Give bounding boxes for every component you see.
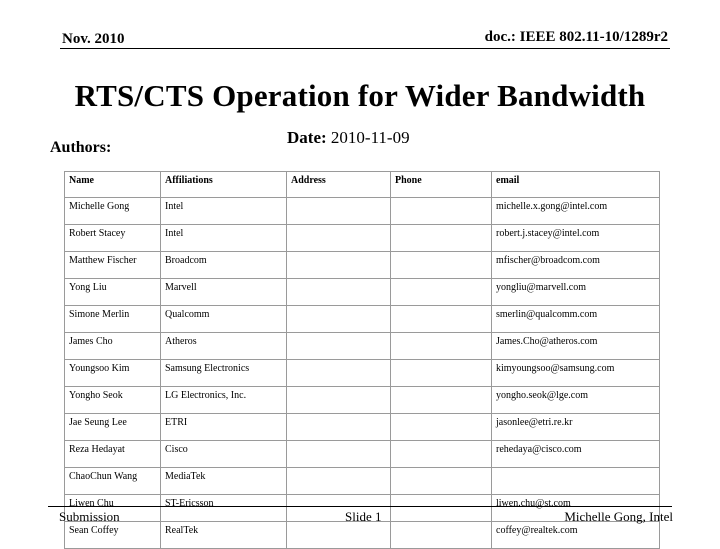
authors-table (64, 171, 660, 549)
table-row (65, 387, 660, 414)
cell-name: James Cho (65, 333, 161, 360)
cell-affiliation: LG Electronics, Inc. (161, 387, 287, 414)
table-row (65, 225, 660, 252)
date-line (287, 128, 410, 148)
footer-divider (48, 506, 672, 507)
cell-address (287, 360, 391, 387)
cell-name: Robert Stacey (65, 225, 161, 252)
table-row (65, 360, 660, 387)
cell-name: Sean Coffey (65, 522, 161, 549)
cell-phone (391, 279, 492, 306)
cell-name: Simone Merlin (65, 306, 161, 333)
table-header-row (65, 172, 660, 198)
cell-affiliation: Intel (161, 225, 287, 252)
cell-address (287, 441, 391, 468)
cell-email: James.Cho@atheros.com (492, 333, 660, 360)
cell-affiliation: Intel (161, 198, 287, 225)
cell-affiliation: Marvell (161, 279, 287, 306)
cell-address (287, 306, 391, 333)
cell-affiliation: MediaTek (161, 468, 287, 495)
column-header-affiliations: Affiliations (161, 172, 287, 198)
cell-phone (391, 495, 492, 522)
table-row (65, 522, 660, 549)
cell-phone (391, 522, 492, 549)
date-value: 2010-11-09 (330, 128, 410, 147)
cell-address (287, 225, 391, 252)
cell-address (287, 279, 391, 306)
table-row (65, 279, 660, 306)
cell-email: smerlin@qualcomm.com (492, 306, 660, 333)
cell-affiliation: Atheros (161, 333, 287, 360)
column-header-phone: Phone (391, 172, 492, 198)
header-divider (60, 48, 670, 49)
table-row (65, 441, 660, 468)
cell-name: Jae Seung Lee (65, 414, 161, 441)
cell-email: liwen.chu@st.com (492, 495, 660, 522)
footer-author: Michelle Gong, Intel (564, 509, 673, 524)
table-row (65, 333, 660, 360)
cell-email: yongliu@marvell.com (492, 279, 660, 306)
cell-phone (391, 360, 492, 387)
cell-phone (391, 387, 492, 414)
cell-affiliation: RealTek (161, 522, 287, 549)
authors-label: Authors: (50, 139, 112, 156)
cell-name: Reza Hedayat (65, 441, 161, 468)
cell-name: Matthew Fischer (65, 252, 161, 279)
cell-address (287, 387, 391, 414)
cell-address (287, 252, 391, 279)
cell-email: robert.j.stacey@intel.com (492, 225, 660, 252)
table-row (65, 468, 660, 495)
cell-name: Yong Liu (65, 279, 161, 306)
cell-phone (391, 414, 492, 441)
column-header-email: email (492, 172, 660, 198)
cell-address (287, 414, 391, 441)
cell-address (287, 468, 391, 495)
cell-email: yongho.seok@lge.com (492, 387, 660, 414)
cell-phone (391, 252, 492, 279)
cell-email: jasonlee@etri.re.kr (492, 414, 660, 441)
header-doc-id: doc.: IEEE 802.11-10/1289r2 (484, 29, 668, 45)
table-row (65, 252, 660, 279)
cell-email: kimyoungsoo@samsung.com (492, 360, 660, 387)
table-row (65, 414, 660, 441)
cell-address (287, 522, 391, 549)
cell-phone (391, 441, 492, 468)
cell-email: michelle.x.gong@intel.com (492, 198, 660, 225)
cell-phone (391, 333, 492, 360)
cell-affiliation: Cisco (161, 441, 287, 468)
footer-submission: Submission (59, 509, 120, 524)
cell-phone (391, 468, 492, 495)
table-row (65, 198, 660, 225)
cell-name: Yongho Seok (65, 387, 161, 414)
date-label: Date: (287, 128, 327, 147)
cell-email: rehedaya@cisco.com (492, 441, 660, 468)
cell-affiliation: ETRI (161, 414, 287, 441)
cell-affiliation: ST-Ericsson (161, 495, 287, 522)
cell-email (492, 468, 660, 495)
cell-name: Michelle Gong (65, 198, 161, 225)
cell-phone (391, 225, 492, 252)
cell-address (287, 198, 391, 225)
cell-email: mfischer@broadcom.com (492, 252, 660, 279)
cell-name: Liwen Chu (65, 495, 161, 522)
slide-title: RTS/CTS Operation for Wider Bandwidth (74, 78, 646, 113)
header-date: Nov. 2010 (62, 31, 125, 47)
cell-name: ChaoChun Wang (65, 468, 161, 495)
cell-address (287, 333, 391, 360)
column-header-name: Name (65, 172, 161, 198)
cell-name: Youngsoo Kim (65, 360, 161, 387)
cell-affiliation: Samsung Electronics (161, 360, 287, 387)
cell-phone (391, 198, 492, 225)
cell-phone (391, 306, 492, 333)
cell-email: coffey@realtek.com (492, 522, 660, 549)
column-header-address: Address (287, 172, 391, 198)
cell-affiliation: Broadcom (161, 252, 287, 279)
table-row (65, 306, 660, 333)
footer-slide-number: Slide 1 (345, 509, 382, 524)
cell-affiliation: Qualcomm (161, 306, 287, 333)
